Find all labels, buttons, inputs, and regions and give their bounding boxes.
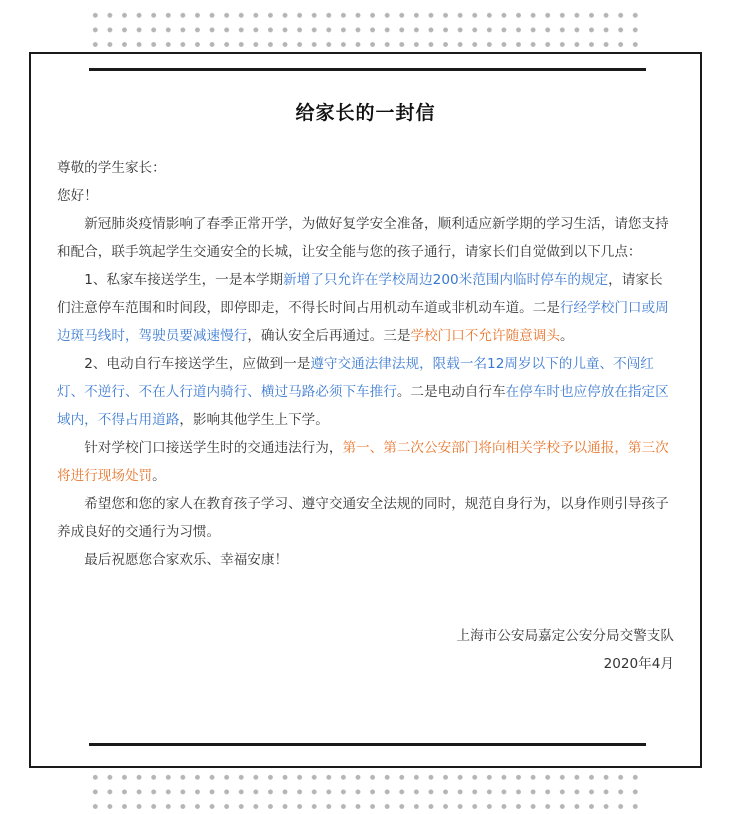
letter-title: 给家长的一封信 bbox=[295, 102, 436, 124]
intro-paragraph: 新冠肺炎疫情影响了春季正常开学，为做好复学安全准备，顺利适应新学期的学习生活，请您支持和配合，联手筑起学生交通安全的长城，让安全能与您的孩子通行，请家长们自觉做到以下几点： bbox=[57, 216, 669, 260]
point-1-highlight-uturn: 学校门口不允许随意调头 bbox=[410, 328, 560, 344]
point-1-text: ，确认安全后再通过。三是 bbox=[247, 328, 411, 344]
signature-block bbox=[457, 622, 675, 678]
point-2-text: 2、电动自行车接送学生，应做到一是 bbox=[84, 356, 311, 372]
point-2-text: ，影响其他学生上下学。 bbox=[179, 412, 329, 428]
point-1-highlight-slowdown: 行经学校门口或周边斑马线时，驾驶员要减速慢行 bbox=[57, 300, 669, 344]
letter-body bbox=[57, 154, 674, 574]
point-3-text: 。 bbox=[152, 468, 166, 484]
point-3-paragraph bbox=[57, 434, 674, 490]
hope-paragraph: 希望您和您的家人在教育孩子学习、遵守交通安全法规的同时，规范自身行为，以身作则引导孩子养成良好的交通行为习惯。 bbox=[57, 496, 669, 540]
bottom-divider bbox=[89, 743, 646, 746]
signature-org: 上海市公安局嘉定公安分局交警支队 bbox=[456, 628, 674, 644]
point-3-highlight-penalty: 第一、第二次公安部门将向相关学校予以通报，第三次将进行现场处罚 bbox=[57, 440, 669, 484]
decorative-dot-pattern-bottom bbox=[88, 770, 644, 810]
point-2-text: 。二是电动自行车 bbox=[396, 384, 506, 400]
point-1-text: ，请家长们注意停车范围和时间段，即停即走，不得长时间占用机动车道或非机动车道。二是 bbox=[57, 272, 663, 316]
greeting: 尊敬的学生家长： bbox=[57, 160, 166, 176]
point-2-paragraph bbox=[57, 350, 674, 434]
decorative-dot-pattern-top bbox=[88, 8, 644, 50]
letter-frame bbox=[29, 52, 702, 768]
point-1-highlight-parking: 新增了只允许在学校周边200米范围内临时停车的规定 bbox=[283, 272, 609, 288]
closing-paragraph: 最后祝愿您合家欢乐、幸福安康！ bbox=[84, 552, 289, 568]
point-1-paragraph bbox=[57, 266, 674, 350]
signature-date: 2020年4月 bbox=[603, 656, 674, 672]
point-1-text: 1、私家车接送学生，一是本学期 bbox=[84, 272, 284, 288]
top-divider bbox=[89, 68, 646, 71]
point-3-text: 针对学校门口接送学生时的交通违法行为， bbox=[84, 440, 343, 456]
point-2-highlight-parking: 在停车时也应停放在指定区域内，不得占用道路 bbox=[57, 384, 669, 428]
point-2-highlight-rules: 遵守交通法律法规，限载一名12周岁以下的儿童、不闯红灯、不逆行、不在人行道内骑行、横过马路必须下车推行 bbox=[57, 356, 654, 400]
point-1-text: 。 bbox=[559, 328, 574, 344]
hello: 您好！ bbox=[57, 188, 98, 204]
